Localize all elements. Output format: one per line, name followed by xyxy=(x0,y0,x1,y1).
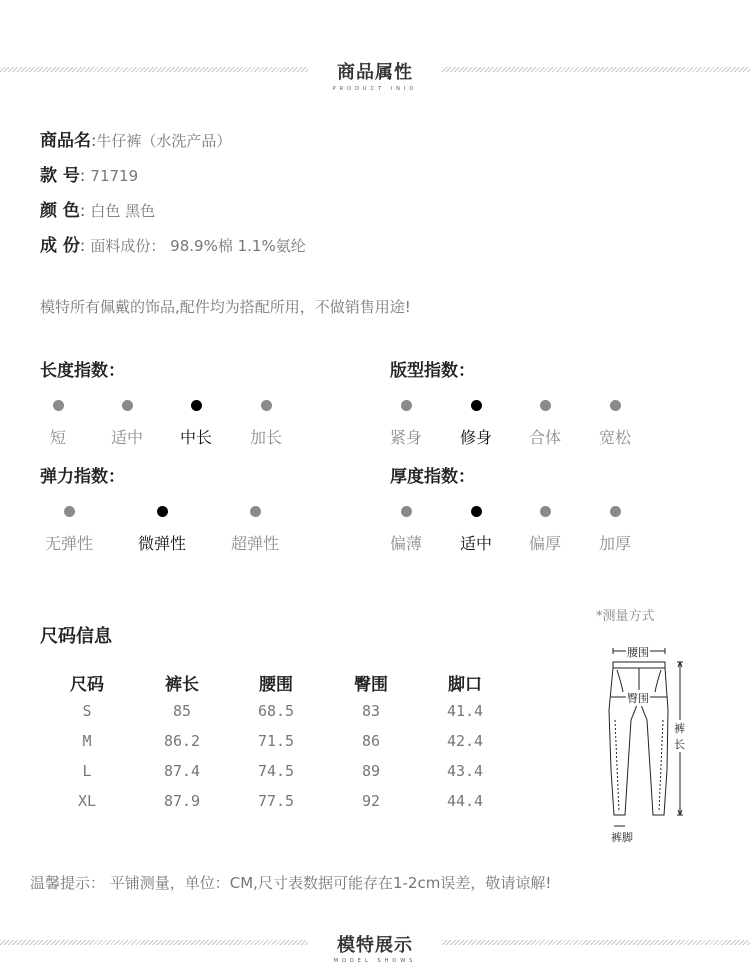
index-dot xyxy=(157,506,168,517)
table-cell: 41.4 xyxy=(446,702,484,720)
table-cell: 85 xyxy=(172,702,192,720)
index-option-label: 宽松 xyxy=(598,428,632,447)
index-dot xyxy=(401,506,412,517)
property-composition: 成 份: 面料成份： 98.9%棉 1.1%氨纶 xyxy=(40,236,306,256)
index-option-label: 中长 xyxy=(179,428,213,447)
index-dot xyxy=(250,506,261,517)
table-cell: 89 xyxy=(361,762,381,780)
index-option-label: 超弹性 xyxy=(230,534,280,553)
property-style-no: 款 号: 71719 xyxy=(40,166,139,186)
stretch-index-title: 弹力指数： xyxy=(40,467,125,487)
table-cell: 92 xyxy=(361,792,381,810)
index-dot xyxy=(610,506,621,517)
model-show-subtitle: MODEL SHOWS xyxy=(333,958,417,964)
waist-label: 腰围 xyxy=(627,646,649,659)
index-dot xyxy=(610,400,621,411)
index-option-label: 微弹性 xyxy=(137,534,187,553)
property-value: 71719 xyxy=(90,167,139,185)
property-label: 颜 色 xyxy=(40,201,80,221)
table-cell: 42.4 xyxy=(446,732,484,750)
table-header: 腰围 xyxy=(259,675,293,695)
model-show-title: 模特展示 xyxy=(337,935,413,956)
index-option-label: 加厚 xyxy=(598,534,632,553)
property-color: 颜 色: 白色 黑色 xyxy=(40,201,156,221)
table-cell: 74.5 xyxy=(257,762,295,780)
index-option-label: 偏薄 xyxy=(389,534,423,553)
property-label: 商品名 xyxy=(40,131,91,151)
property-label: 成 份 xyxy=(40,236,80,256)
table-cell: L xyxy=(82,762,92,780)
table-cell: 86.2 xyxy=(163,732,201,750)
index-option-label: 加长 xyxy=(249,428,283,447)
fit-index-title: 版型指数： xyxy=(390,361,475,381)
table-cell: 87.9 xyxy=(163,792,201,810)
index-dot xyxy=(191,400,202,411)
table-header: 尺码 xyxy=(70,675,104,695)
table-header: 脚口 xyxy=(448,675,482,695)
length-index-title: 长度指数： xyxy=(40,361,125,381)
footer-divider-right xyxy=(442,940,750,945)
footer-divider-left xyxy=(0,940,308,945)
accessory-note: 模特所有佩戴的饰品,配件均为搭配所用，不做销售用途! xyxy=(40,298,411,316)
index-option-label: 适中 xyxy=(110,428,144,447)
table-cell: 77.5 xyxy=(257,792,295,810)
section-title: 商品属性 xyxy=(337,62,413,83)
index-dot xyxy=(401,400,412,411)
hip-label: 臀围 xyxy=(627,692,649,705)
index-option-label: 偏厚 xyxy=(528,534,562,553)
index-option-label: 合体 xyxy=(528,428,562,447)
measurement-tip: 温馨提示： 平铺测量，单位：CM,尺寸表数据可能存在1-2cm误差，敬请谅解! xyxy=(30,874,552,892)
index-option-label: 无弹性 xyxy=(44,534,94,553)
index-dot xyxy=(540,506,551,517)
index-option-label: 紧身 xyxy=(389,428,423,447)
index-dot xyxy=(64,506,75,517)
table-header: 臀围 xyxy=(354,675,388,695)
length-label-top: 裤 xyxy=(674,722,685,735)
index-dot xyxy=(540,400,551,411)
index-dot xyxy=(471,506,482,517)
header-divider-right xyxy=(442,67,750,72)
size-info-title: 尺码信息 xyxy=(40,626,112,647)
index-dot xyxy=(471,400,482,411)
thickness-index-title: 厚度指数： xyxy=(390,467,475,487)
table-cell: S xyxy=(82,702,92,720)
table-header: 裤长 xyxy=(165,675,199,695)
header-divider-left xyxy=(0,67,308,72)
property-value: 白色 黑色 xyxy=(90,202,156,220)
table-cell: 43.4 xyxy=(446,762,484,780)
measure-method-title: *测量方式 xyxy=(596,609,655,624)
index-dot xyxy=(53,400,64,411)
index-option-label: 短 xyxy=(49,428,67,447)
property-value: 面料成份： 98.9%棉 1.1%氨纶 xyxy=(90,237,306,255)
index-option-label: 适中 xyxy=(459,534,493,553)
length-label-bottom: 长 xyxy=(674,738,685,751)
table-cell: 83 xyxy=(361,702,381,720)
table-cell: 71.5 xyxy=(257,732,295,750)
property-label: 款 号 xyxy=(40,166,80,186)
property-value: 牛仔裤（水洗产品） xyxy=(96,132,232,150)
index-dot xyxy=(122,400,133,411)
section-subtitle: PRODUCT INIO xyxy=(332,86,418,92)
table-cell: 44.4 xyxy=(446,792,484,810)
property-name: 商品名:牛仔裤（水洗产品） xyxy=(40,131,232,151)
index-option-label: 修身 xyxy=(459,428,493,447)
table-cell: 68.5 xyxy=(257,702,295,720)
table-cell: 87.4 xyxy=(163,762,201,780)
table-cell: M xyxy=(82,732,92,750)
table-cell: 86 xyxy=(361,732,381,750)
index-dot xyxy=(261,400,272,411)
table-cell: XL xyxy=(77,792,97,810)
hem-label: 裤脚 xyxy=(611,831,633,844)
